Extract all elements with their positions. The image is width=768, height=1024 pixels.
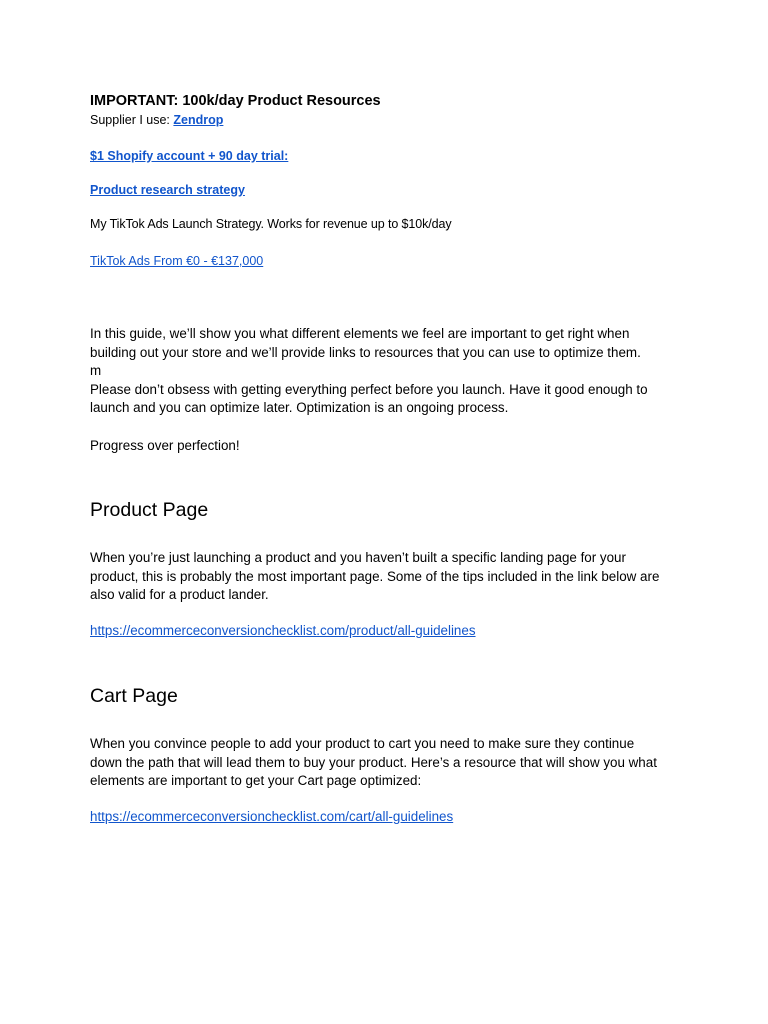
document-title: IMPORTANT: 100k/day Product Resources [90, 93, 381, 109]
tiktok-strategy-text: My TikTok Ads Launch Strategy. Works for revenue up to $10k/day [90, 217, 452, 231]
product-line: product, this is probably the most important page. Some of the tips included in the link below are [90, 568, 660, 584]
cart-guidelines-link[interactable]: https://ecommerceconversionchecklist.com/cart/all-guidelines [90, 809, 454, 824]
intro-line: Please don’t obsess with getting everything perfect before you launch. Have it good enough to [90, 381, 648, 397]
tiktok-ads-link[interactable]: TikTok Ads From €0 - €137,000 [90, 254, 264, 268]
cart-line: down the path that will lead them to buy your product. Here’s a resource that will show you what [90, 754, 657, 770]
supplier-line [90, 113, 223, 127]
product-guidelines-link[interactable]: https://ecommerceconversionchecklist.com/product/all-guidelines [90, 623, 476, 638]
progress-text: Progress over perfection! [90, 438, 240, 453]
zendrop-link[interactable]: Zendrop [173, 113, 224, 127]
intro-line: launch and you can optimize later. Optimization is an ongoing process. [90, 400, 509, 416]
product-page-heading: Product Page [90, 499, 209, 521]
document-page [90, 0, 690, 1024]
intro-line: In this guide, we’ll show you what different elements we feel are important to get right when [90, 326, 630, 341]
shopify-trial-link[interactable]: $1 Shopify account + 90 day trial: [90, 149, 289, 163]
cart-page-heading: Cart Page [90, 685, 178, 707]
cart-line: elements are important to get your Cart page optimized: [90, 773, 422, 789]
product-research-link[interactable]: Product research strategy [90, 183, 245, 197]
intro-paragraph [90, 325, 690, 418]
cart-paragraph [90, 735, 690, 791]
intro-line: m [90, 363, 102, 379]
intro-line: building out your store and we’ll provide links to resources that you can use to optimize them. [90, 344, 641, 360]
product-line: also valid for a product lander. [90, 587, 269, 603]
cart-line: When you convince people to add your product to cart you need to make sure they continue [90, 736, 635, 751]
product-line: When you’re just launching a product and you haven’t built a specific landing page for your [90, 550, 626, 565]
product-paragraph [90, 549, 690, 605]
supplier-prefix: Supplier I use: [90, 113, 174, 127]
